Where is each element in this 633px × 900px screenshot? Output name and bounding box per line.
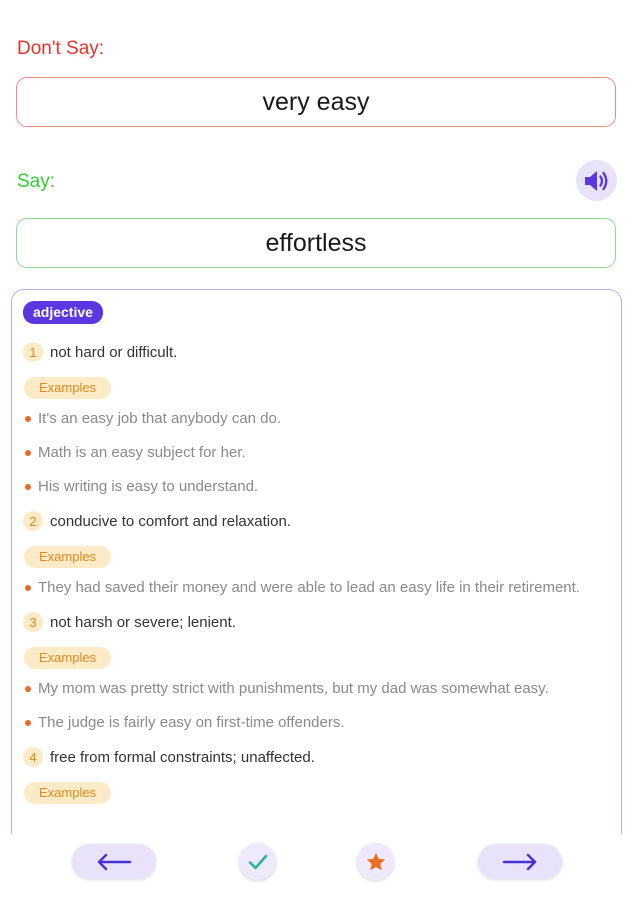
dont-say-label: Don't Say: [17,38,105,59]
sense-text: not harsh or severe; lenient. [50,613,236,631]
sense-item [23,747,609,767]
arrow-right-icon [502,853,538,871]
examples-tag: Examples [24,782,111,804]
example-sentence: The judge is fairly easy on first-time offenders. [23,713,609,732]
say-label: Say: [17,171,56,192]
example-sentence: Math is an easy subject for her. [23,443,609,462]
part-of-speech-badge: adjective [23,301,103,324]
favorite-button[interactable] [357,843,394,880]
dont-say-phrase: very easy [262,87,370,116]
definition-panel[interactable] [11,289,622,834]
speaker-button[interactable] [576,160,617,201]
say-phrase-box [16,218,616,268]
sense-item [23,342,609,362]
speaker-icon [582,167,612,195]
sense-number: 2 [23,511,43,531]
examples-tag: Examples [24,546,111,568]
examples-tag: Examples [24,647,111,669]
example-sentence: My mom was pretty strict with punishments, but my dad was somewhat easy. [23,679,609,698]
sense-number: 4 [23,747,43,767]
sense-number: 3 [23,612,43,632]
dont-say-phrase-box [16,77,616,127]
sense-text: free from formal constraints; unaffected. [50,748,315,766]
check-icon [248,854,268,870]
star-icon [365,851,387,873]
next-button[interactable] [478,844,562,879]
previous-button[interactable] [72,844,156,879]
example-sentence: They had saved their money and were able to lead an easy life in their retirement. [23,578,609,597]
arrow-left-icon [96,853,132,871]
mark-known-button[interactable] [239,843,276,880]
sense-text: not hard or difficult. [50,343,178,361]
sense-text: conducive to comfort and relaxation. [50,512,291,530]
examples-tag: Examples [24,377,111,399]
sense-item [23,511,609,531]
sense-number: 1 [23,342,43,362]
say-phrase: effortless [265,228,367,257]
example-sentence: It's an easy job that anybody can do. [23,409,609,428]
example-sentence: His writing is easy to understand. [23,477,609,496]
sense-item [23,612,609,632]
